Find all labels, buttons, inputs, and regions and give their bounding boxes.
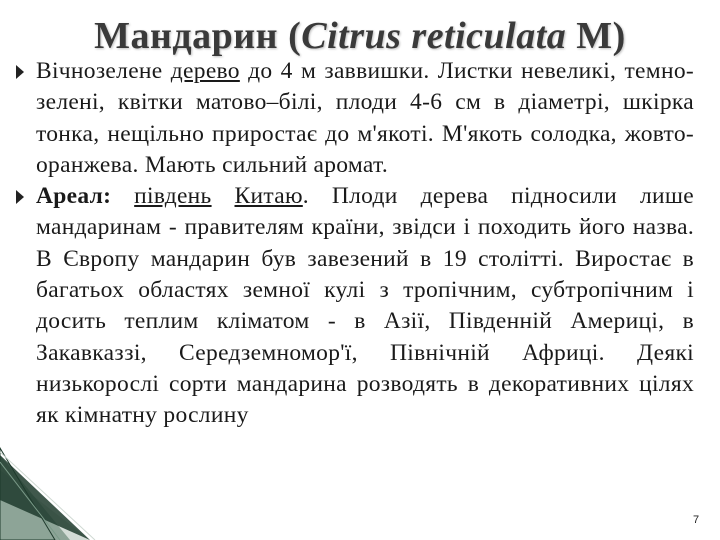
bullet-item-range [14,181,694,431]
bullet-text [36,181,694,431]
range-label: Ареал: [36,183,112,210]
title-latin: Citrus reticulata [301,15,567,57]
bullet-text [36,56,694,181]
triangle-bullet-icon [16,190,24,204]
text-segment: до 4 м заввишки. Листки невеликі, темно-зелені, квітки матово–білі, плоди 4-6 см в діаметрі, шкірка тонка, нещільно приростає до м'якоті. М'якоть солодка, жовто-оранжева. Мають сильний аромат. [36,58,694,178]
link-kytayu[interactable]: Китаю [234,183,303,210]
slide-content [14,56,694,432]
text-segment: Вічнозелене [36,58,171,84]
page-number: 7 [693,514,700,526]
triangle-bullet-icon [16,65,24,79]
title-prefix: Мандарин ( [94,15,302,57]
text-segment: . Плоди дерева підносили лише мандаринам - правителям країни, звідси і походить його назва. В Європу мандарин був завезений в 19 столітті. Виростає в багатьох областях земної кулі з тропічним, субтропічним і досить теплим кліматом - в Азії, Південній Америці, в Закавказзі, Середземномор'ї, Північній Африці. Деякі низькорослі сорти мандарина розводять в декоративних цілях як кімнатну рослину [36,183,694,429]
link-pivden[interactable]: південь [134,183,212,210]
title-suffix: M) [566,15,626,57]
slide-title [0,14,720,58]
bullet-item-description [14,56,694,181]
link-derevo[interactable]: дерево [170,58,240,84]
